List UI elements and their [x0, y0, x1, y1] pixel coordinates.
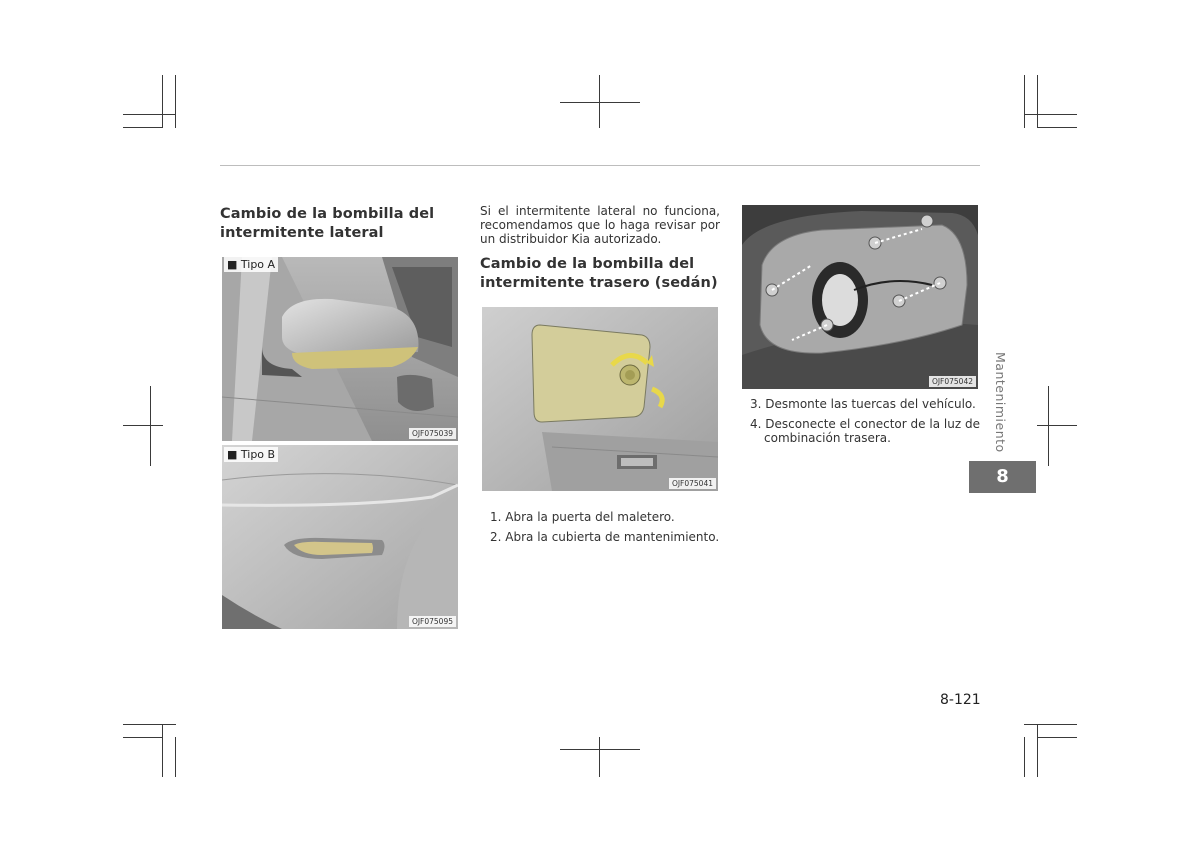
- crop-mark: [1037, 127, 1077, 128]
- crop-mark: [123, 737, 163, 738]
- heading-line: intermitente lateral: [220, 225, 384, 241]
- page-number: 8-121: [940, 692, 981, 708]
- figure-tail-lamp-nuts: [742, 205, 978, 389]
- step-item: 2. Abra la cubierta de mantenimiento.: [490, 530, 720, 544]
- figure-code: OJF075041: [669, 478, 716, 489]
- crop-mark: [123, 724, 176, 725]
- registration-mark: [1048, 386, 1049, 466]
- heading-line: intermitente trasero (sedán): [480, 275, 718, 291]
- intro-paragraph: [480, 204, 720, 246]
- registration-mark: [560, 749, 640, 750]
- chapter-title: Mantenimiento: [993, 352, 1008, 453]
- registration-mark: [560, 102, 640, 103]
- step-item: [750, 417, 980, 445]
- figure-trunk-service-cover: [482, 307, 718, 491]
- crop-mark: [1024, 75, 1025, 128]
- figure-tag: ■ Tipo B: [224, 447, 278, 462]
- registration-mark: [150, 386, 151, 466]
- figure-side-mirror: [222, 257, 458, 441]
- registration-mark: [123, 425, 163, 426]
- step-item: 3. Desmonte las tuercas del vehículo.: [750, 397, 976, 411]
- header-rule: [220, 165, 980, 166]
- crop-mark: [1024, 114, 1077, 115]
- crop-mark: [162, 75, 163, 128]
- crop-mark: [123, 114, 176, 115]
- crop-mark: [1037, 724, 1038, 777]
- heading-line: Cambio de la bombilla del: [220, 206, 435, 222]
- chapter-number: 8: [969, 461, 1036, 493]
- crop-mark: [1024, 724, 1077, 725]
- figure-code: OJF075095: [409, 616, 456, 627]
- registration-mark: [599, 737, 600, 777]
- figure-tag: ■ Tipo A: [224, 257, 278, 272]
- chapter-tab: [983, 352, 1019, 452]
- step-item: 1. Abra la puerta del maletero.: [490, 510, 675, 524]
- crop-mark: [1024, 737, 1025, 777]
- figure-code: OJF075039: [409, 428, 456, 439]
- heading-line: Cambio de la bombilla del: [480, 256, 695, 272]
- section-heading: [220, 205, 434, 243]
- crop-mark: [175, 75, 176, 128]
- registration-mark: [1037, 425, 1077, 426]
- figure-fender-repeater: [222, 445, 458, 629]
- crop-mark: [175, 737, 176, 777]
- section-heading: [480, 255, 718, 293]
- registration-mark: [599, 75, 600, 128]
- text-line: combinación trasera.: [764, 431, 891, 445]
- crop-mark: [1037, 737, 1077, 738]
- crop-mark: [162, 724, 163, 777]
- text-line: 4. Desconecte el conector de la luz de: [750, 417, 980, 431]
- figure-code: OJF075042: [929, 376, 976, 387]
- crop-mark: [123, 127, 163, 128]
- text-line: Si el intermitente lateral no funciona,: [480, 204, 720, 218]
- text-line: recomendamos que lo haga revisar por: [480, 218, 720, 232]
- text-line: un distribuidor Kia autorizado.: [480, 232, 662, 246]
- crop-mark: [1037, 75, 1038, 128]
